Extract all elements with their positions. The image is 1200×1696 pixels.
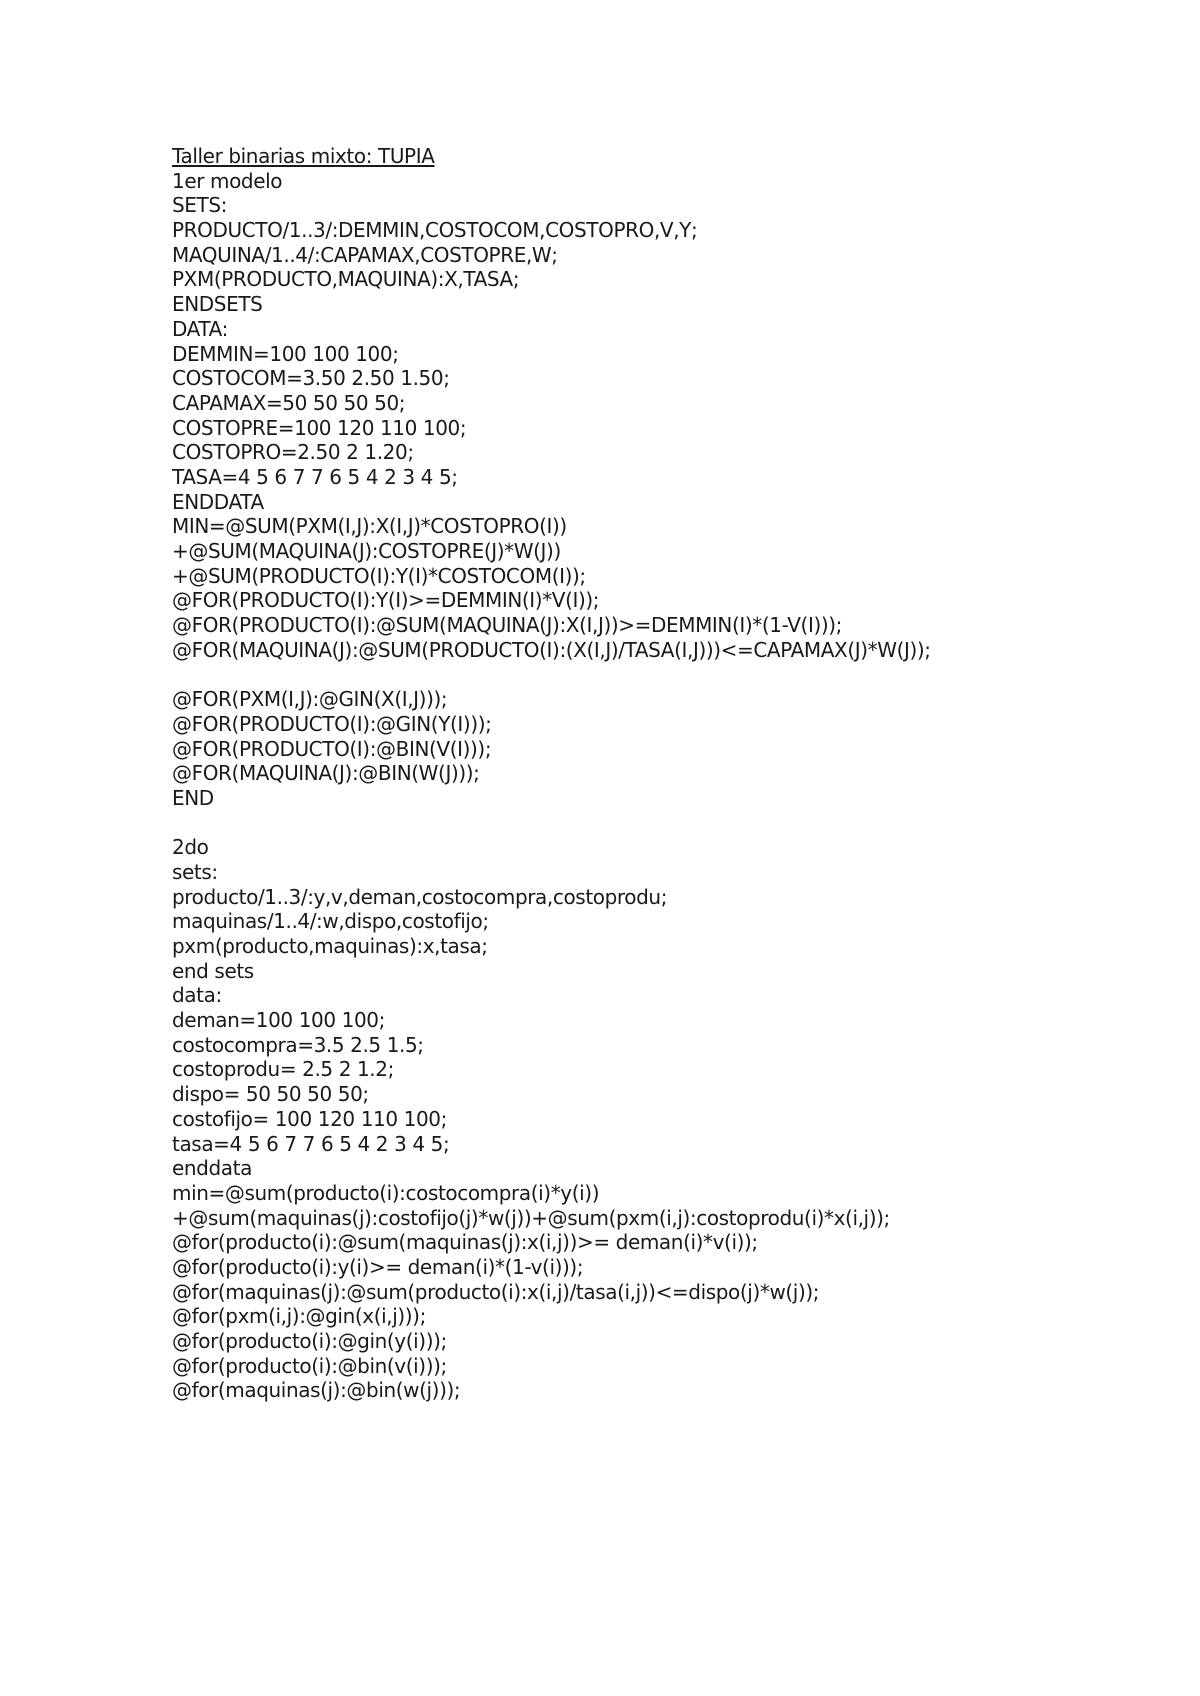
code-line: COSTOCOM=3.50 2.50 1.50; [172, 366, 450, 391]
document-body [172, 144, 1132, 1403]
code-line: MAQUINA/1..4/:CAPAMAX,COSTOPRE,W; [172, 242, 558, 267]
code-line: @FOR(MAQUINA(J):@BIN(W(J))); [172, 761, 480, 786]
model1-code [172, 193, 1132, 810]
code-line: @FOR(MAQUINA(J):@SUM(PRODUCTO(I):(X(I,J)/TASA(I,J)))<=CAPAMAX(J)*W(J)); [172, 637, 931, 662]
code-line: @FOR(PXM(I,J):@GIN(X(I,J))); [172, 687, 448, 712]
code-line: costofijo= 100 120 110 100; [172, 1106, 447, 1131]
code-line: @for(maquinas(j):@bin(w(j))); [172, 1378, 461, 1403]
code-line: @for(pxm(i,j):@gin(x(i,j))); [172, 1304, 426, 1329]
code-line: tasa=4 5 6 7 7 6 5 4 2 3 4 5; [172, 1131, 450, 1156]
code-line: COSTOPRO=2.50 2 1.20; [172, 440, 414, 465]
code-line: @for(producto(i):@sum(maquinas(j):x(i,j))>= deman(i)*v(i)); [172, 1230, 758, 1255]
code-line: +@sum(maquinas(j):costofijo(j)*w(j))+@sum(pxm(i,j):costoprodu(i)*x(i,j)); [172, 1205, 890, 1230]
code-line: @for(producto(i):@bin(v(i))); [172, 1353, 447, 1378]
code-line: SETS: [172, 193, 227, 218]
code-line: ENDSETS [172, 292, 263, 317]
code-line: data: [172, 983, 222, 1008]
code-line: pxm(producto,maquinas):x,tasa; [172, 934, 488, 958]
code-line: COSTOPRE=100 120 110 100; [172, 415, 467, 440]
code-line: PXM(PRODUCTO,MAQUINA):X,TASA; [172, 267, 520, 292]
model2-code [172, 860, 1132, 1403]
code-line: END [172, 785, 214, 810]
code-line: MIN=@SUM(PXM(I,J):X(I,J)*COSTOPRO(I)) [172, 514, 567, 539]
code-line: costoprodu= 2.5 2 1.2; [172, 1057, 394, 1082]
code-line: dispo= 50 50 50 50; [172, 1082, 369, 1107]
code-line: @FOR(PRODUCTO(I):Y(I)>=DEMMIN(I)*V(I)); [172, 588, 600, 613]
model1-heading: 1er modelo [172, 168, 283, 193]
code-line: PRODUCTO/1..3/:DEMMIN,COSTOCOM,COSTOPRO,V,Y; [172, 218, 698, 243]
code-line: @FOR(PRODUCTO(I):@BIN(V(I))); [172, 736, 492, 761]
code-line: @for(producto(i):@gin(y(i))); [172, 1329, 447, 1353]
code-line: +@SUM(PRODUCTO(I):Y(I)*COSTOCOM(I)); [172, 563, 586, 588]
code-line: @FOR(PRODUCTO(I):@GIN(Y(I))); [172, 711, 492, 736]
code-line: @for(maquinas(j):@sum(producto(i):x(i,j)/tasa(i,j))<=dispo(j)*w(j)); [172, 1279, 820, 1304]
code-line: +@SUM(MAQUINA(J):COSTOPRE(J)*W(J)) [172, 539, 561, 563]
code-line: ENDDATA [172, 489, 264, 514]
code-line: @FOR(PRODUCTO(I):@SUM(MAQUINA(J):X(I,J))>=DEMMIN(I)*(1-V(I))); [172, 613, 842, 638]
code-line: enddata [172, 1156, 252, 1181]
code-line: deman=100 100 100; [172, 1008, 385, 1033]
code-line: DATA: [172, 316, 228, 341]
code-line: CAPAMAX=50 50 50 50; [172, 390, 406, 415]
code-line: @for(producto(i):y(i)>= deman(i)*(1-v(i))); [172, 1254, 584, 1279]
code-line: sets: [172, 859, 218, 884]
model2-heading: 2do [172, 835, 209, 860]
code-line: end sets [172, 958, 254, 983]
code-line: min=@sum(producto(i):costocompra(i)*y(i)) [172, 1180, 600, 1205]
blank-line [172, 662, 1132, 687]
code-line: producto/1..3/:y,v,deman,costocompra,costoprodu; [172, 884, 668, 909]
code-line: TASA=4 5 6 7 7 6 5 4 2 3 4 5; [172, 464, 458, 489]
code-line: DEMMIN=100 100 100; [172, 341, 399, 366]
code-line: costocompra=3.5 2.5 1.5; [172, 1032, 424, 1057]
code-line: maquinas/1..4/:w,dispo,costofijo; [172, 909, 489, 934]
blank-line [172, 811, 1132, 836]
document-title: Taller binarias mixto: TUPIA [172, 144, 435, 168]
